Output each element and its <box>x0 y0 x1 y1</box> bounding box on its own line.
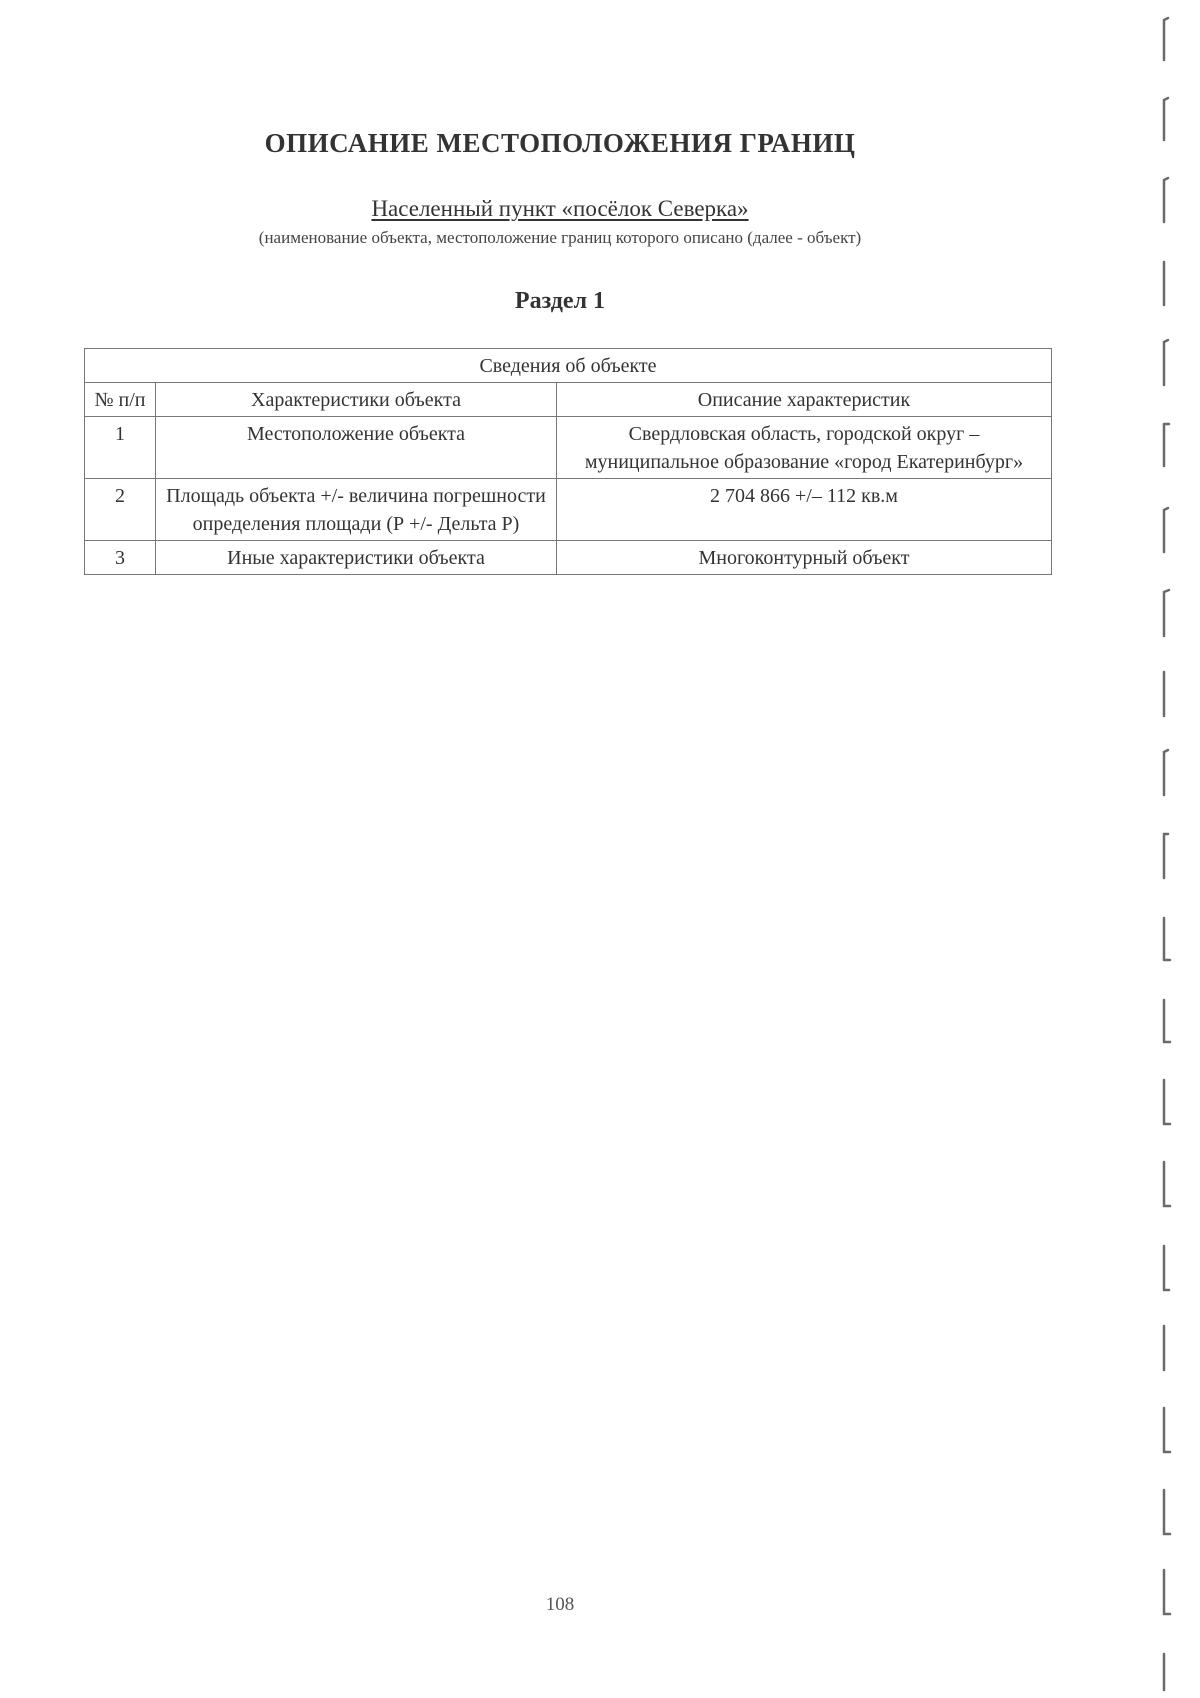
row-characteristic: Местоположение объекта <box>156 417 557 479</box>
row-description: Свердловская область, городской округ – муниципальное образование «город Екатеринбург» <box>557 417 1052 479</box>
table-caption: Сведения об объекте <box>85 349 1052 383</box>
row-characteristic: Иные характеристики объекта <box>156 541 557 575</box>
header-characteristic: Характеристики объекта <box>156 383 557 417</box>
row-characteristic: Площадь объекта +/- величина погрешности определения площади (Р +/- Дельта Р) <box>156 479 557 541</box>
binding-marks <box>1150 0 1190 1698</box>
row-num: 1 <box>85 417 156 479</box>
object-caption: (наименование объекта, местоположение границ которого описано (далее - объект) <box>258 228 862 247</box>
header-description: Описание характеристик <box>557 383 1052 417</box>
table-row <box>85 479 1052 541</box>
table-header-row <box>85 383 1052 417</box>
row-description: Многоконтурный объект <box>557 541 1052 575</box>
page-number: 108 <box>545 1594 575 1615</box>
table-row <box>85 541 1052 575</box>
row-description: 2 704 866 +/– 112 кв.м <box>557 479 1052 541</box>
section-title: Раздел 1 <box>514 288 606 314</box>
table-row <box>85 417 1052 479</box>
row-num: 3 <box>85 541 156 575</box>
object-name-text: Населенный пункт «посёлок Северка» <box>371 196 749 221</box>
object-info-table <box>84 348 1052 575</box>
header-num: № п/п <box>85 383 156 417</box>
document-title: ОПИСАНИЕ МЕСТОПОЛОЖЕНИЯ ГРАНИЦ <box>264 128 856 158</box>
row-num: 2 <box>85 479 156 541</box>
object-name <box>0 196 1120 222</box>
table-caption-row <box>85 349 1052 383</box>
